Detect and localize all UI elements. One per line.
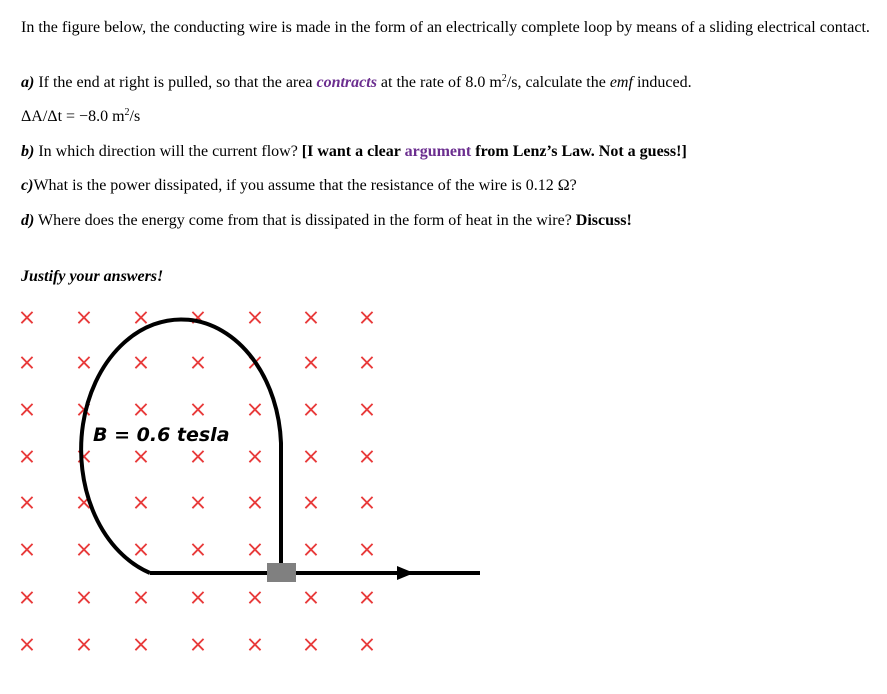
question-a-text-4: induced. [632, 74, 692, 91]
rate-equation [21, 107, 871, 127]
field-cross: × [301, 490, 321, 516]
field-cross: × [188, 585, 208, 611]
field-cross: × [131, 305, 151, 331]
question-b-label: b) [21, 143, 35, 160]
field-cross: × [17, 444, 37, 470]
field-cross: × [131, 632, 151, 658]
field-cross: × [301, 350, 321, 376]
question-a-label: a) [21, 74, 35, 91]
field-cross: × [301, 632, 321, 658]
question-c [21, 176, 871, 196]
field-label: B = 0.6 tesla [93, 424, 230, 446]
rate-sup: 2 [124, 107, 130, 118]
field-cross: × [188, 305, 208, 331]
question-a [21, 73, 871, 93]
field-cross: × [74, 632, 94, 658]
question-b-text: In which direction will the current flow? [34, 143, 302, 160]
field-cross: × [245, 632, 265, 658]
field-cross: × [357, 585, 377, 611]
question-a-text-2: at the rate of 8.0 m [376, 74, 502, 91]
justify-note: Justify your answers! [21, 268, 164, 285]
field-cross: × [357, 397, 377, 423]
field-cross: × [357, 537, 377, 563]
field-cross: × [188, 397, 208, 423]
field-cross: × [357, 490, 377, 516]
discuss-word: Discuss! [575, 212, 632, 229]
field-cross: × [301, 444, 321, 470]
field-cross: × [131, 537, 151, 563]
field-cross: × [188, 444, 208, 470]
field-cross: × [245, 397, 265, 423]
field-cross: × [74, 490, 94, 516]
field-cross: × [74, 397, 94, 423]
field-cross: × [74, 350, 94, 376]
intro-text: In the figure below, the conducting wire is made in the form of an electrically complete loop by means of a sliding electrical contact. [21, 19, 870, 36]
field-cross: × [131, 444, 151, 470]
pull-direction-arrow [397, 566, 414, 580]
field-cross: × [74, 444, 94, 470]
question-c-label: c) [21, 177, 34, 194]
question-b-bold-1: [I want a clear [301, 143, 405, 160]
field-cross: × [188, 632, 208, 658]
question-b [21, 142, 871, 162]
field-cross: × [188, 537, 208, 563]
field-cross: × [131, 350, 151, 376]
question-d-label: d) [21, 212, 35, 229]
contracts-word: contracts [316, 74, 377, 91]
field-cross: × [245, 350, 265, 376]
field-cross: × [245, 585, 265, 611]
question-c-text: What is the power dissipated, if you assume that the resistance of the wire is 0.12 Ω? [33, 177, 577, 194]
sliding-contact[interactable] [267, 563, 296, 582]
field-cross: × [245, 305, 265, 331]
field-cross: × [188, 490, 208, 516]
field-cross: × [74, 585, 94, 611]
field-cross: × [301, 537, 321, 563]
field-cross: × [17, 632, 37, 658]
field-cross: × [301, 397, 321, 423]
field-cross: × [17, 397, 37, 423]
field-cross: × [245, 444, 265, 470]
rate-text-1: ΔA/Δt = −8.0 m [21, 108, 125, 125]
field-cross: × [17, 490, 37, 516]
field-cross: × [245, 537, 265, 563]
question-a-text-3: /s, calculate the [506, 74, 610, 91]
field-cross: × [17, 537, 37, 563]
field-cross: × [131, 397, 151, 423]
field-cross: × [74, 537, 94, 563]
field-cross: × [17, 350, 37, 376]
field-cross: × [357, 632, 377, 658]
field-cross: × [131, 490, 151, 516]
field-cross: × [301, 585, 321, 611]
rate-text-2: /s [129, 108, 141, 125]
question-b-bold-2: from Lenz’s Law. Not a guess!] [471, 143, 687, 160]
question-d-text: Where does the energy come from that is dissipated in the form of heat in the wire? [34, 212, 576, 229]
argument-word: argument [404, 143, 472, 160]
field-cross: × [188, 350, 208, 376]
magnetic-field-crosses [18, 306, 376, 658]
field-cross: × [301, 305, 321, 331]
field-cross: × [357, 305, 377, 331]
field-cross: × [17, 585, 37, 611]
question-a-sup: 2 [501, 73, 507, 84]
field-cross: × [357, 350, 377, 376]
field-cross: × [357, 444, 377, 470]
field-cross: × [74, 305, 94, 331]
field-cross: × [17, 305, 37, 331]
field-cross: × [131, 585, 151, 611]
field-cross: × [245, 490, 265, 516]
question-a-text-1: If the end at right is pulled, so that the area [38, 74, 317, 91]
emf-word: emf [609, 74, 633, 91]
question-d [21, 211, 871, 231]
magnetic-field-figure [0, 290, 887, 694]
